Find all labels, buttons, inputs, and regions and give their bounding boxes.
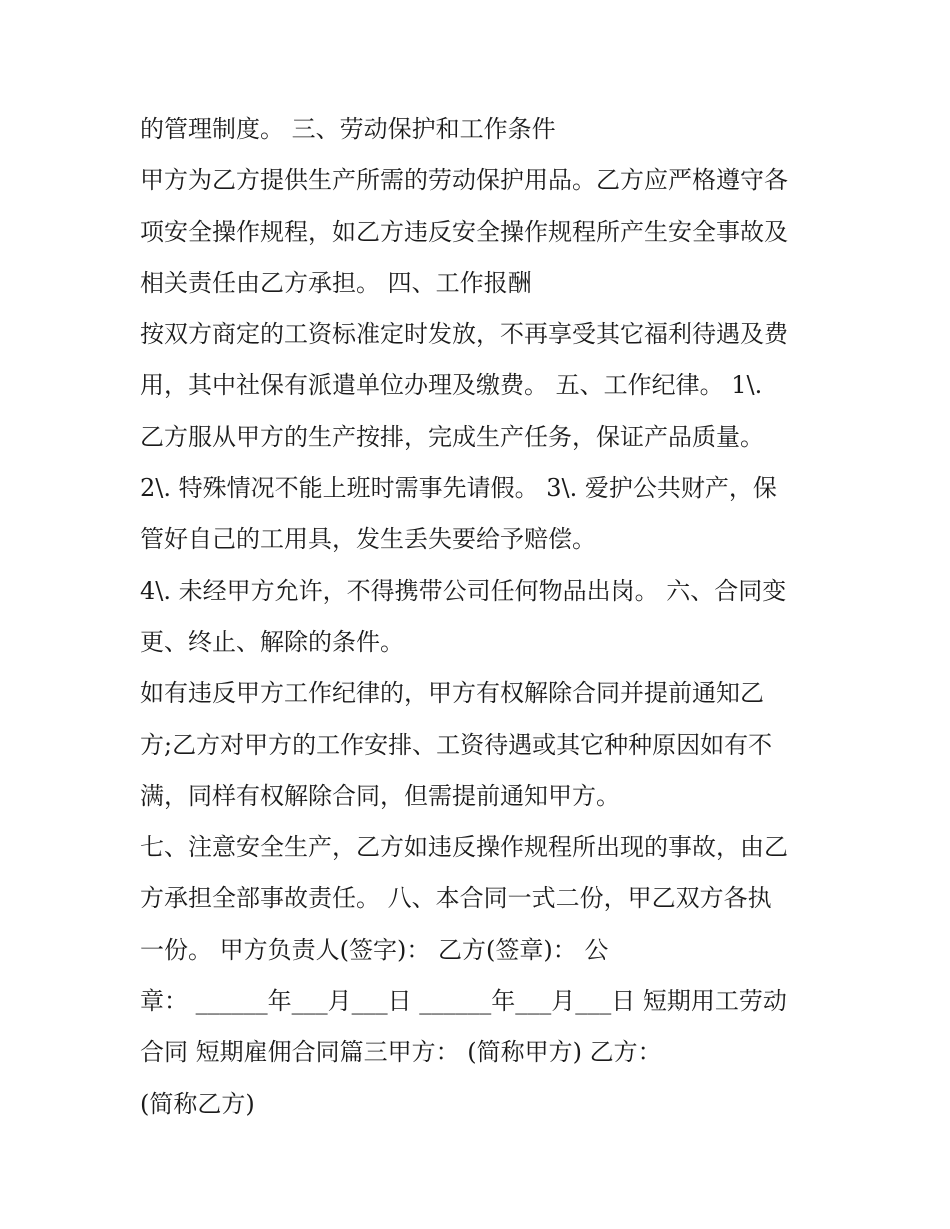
text-line: 方承担全部事故责任。 八、本合同一式二份，甲乙双方各执 <box>140 884 772 913</box>
text-line: 用，其中社保有派遣单位办理及缴费。 五、工作纪律。 1\. <box>140 371 763 400</box>
text-line: (简称乙方) <box>140 1089 255 1118</box>
text-line: 满，同样有权解除合同，但需提前通知甲方。 <box>140 781 620 810</box>
text-line: 合同 短期雇佣合同篇三甲方： (简称甲方) 乙方： <box>140 1038 662 1067</box>
text-line: 一份。 甲方负责人(签字)： 乙方(签章)： 公 <box>140 935 609 964</box>
text-line: 方;乙方对甲方的工作安排、工资待遇或其它种种原因如有不 <box>140 730 773 759</box>
text-line: 更、终止、解除的条件。 <box>140 627 404 656</box>
text-line: 4\. 未经甲方允许，不得携带公司任何物品出岗。 六、合同变 <box>140 576 787 605</box>
document-body <box>140 108 820 1134</box>
text-line: 乙方服从甲方的生产按排，完成生产任务，保证产品质量。 <box>140 422 764 451</box>
text-line: 七、注意安全生产，乙方如违反操作规程所出现的事故，由乙 <box>140 833 788 862</box>
text-line: 相关责任由乙方承担。 四、工作报酬 <box>140 268 532 297</box>
text-line: 项安全操作规程，如乙方违反安全操作规程所产生安全事故及 <box>140 217 788 246</box>
text-line: 章： ______年___月___日 ______年___月___日 短期用工劳动 <box>140 987 787 1016</box>
text-line: 按双方商定的工资标准定时发放，不再享受其它福利待遇及费 <box>140 320 788 349</box>
text-line: 如有违反甲方工作纪律的，甲方有权解除合同并提前通知乙 <box>140 679 764 708</box>
text-line: 管好自己的工用具，发生丢失要给予赔偿。 <box>140 525 596 554</box>
text-line: 2\. 特殊情况不能上班时需事先请假。 3\. 爱护公共财产，保 <box>140 474 777 503</box>
text-line: 甲方为乙方提供生产所需的劳动保护用品。乙方应严格遵守各 <box>140 166 788 195</box>
text-line: 的管理制度。 三、劳动保护和工作条件 <box>140 115 556 143</box>
